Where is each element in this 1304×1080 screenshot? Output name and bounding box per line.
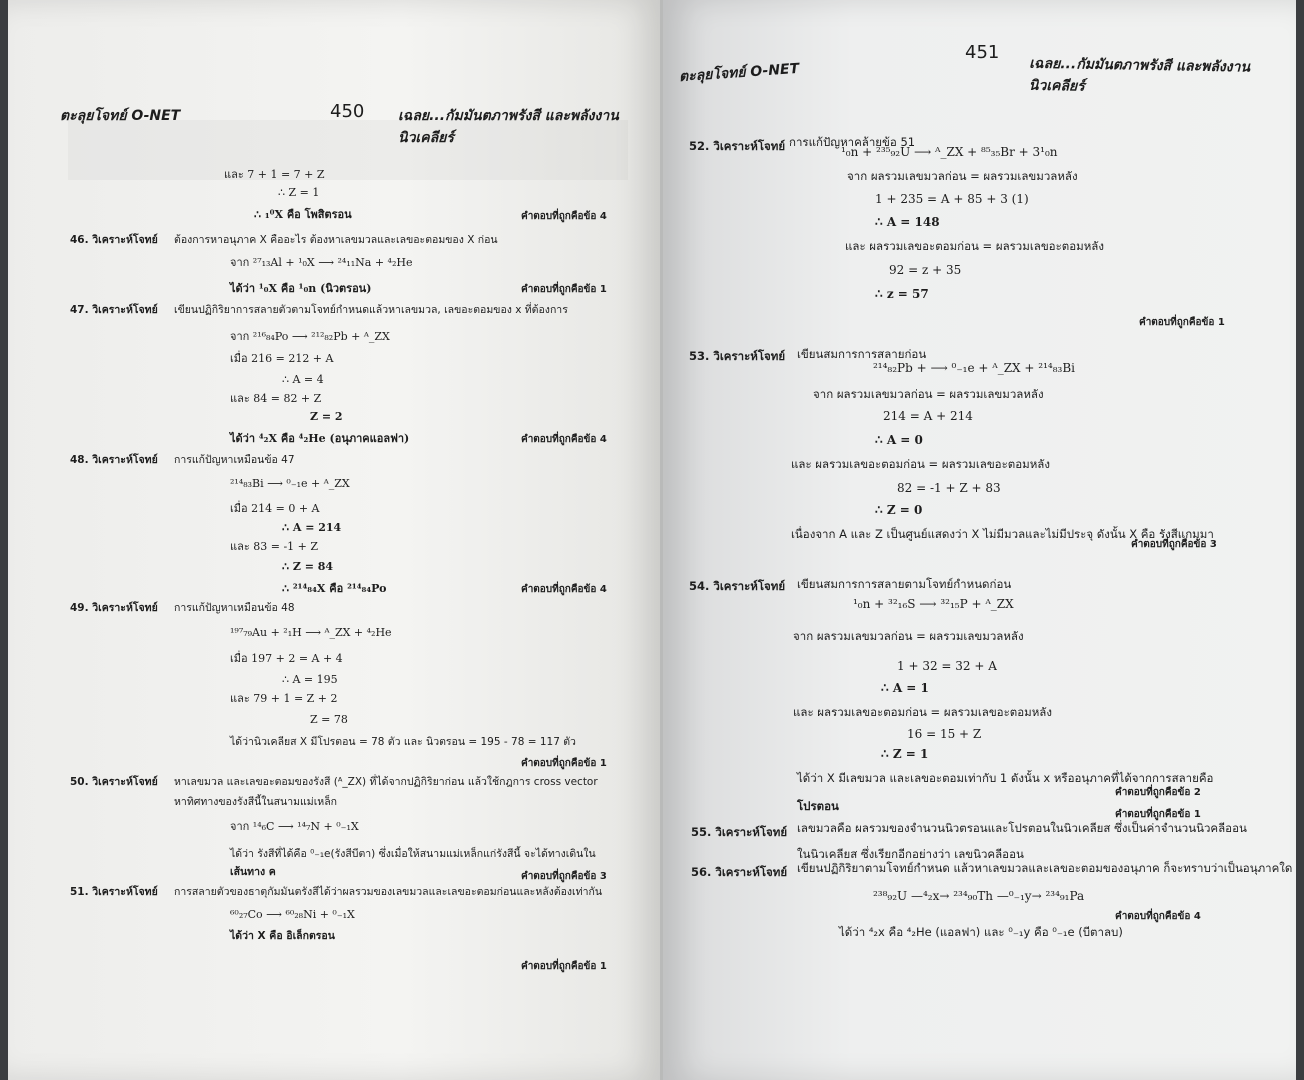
question-label: 46. วิเคราะห์โจทย์ — [70, 234, 158, 246]
answer-line: คำตอบที่ถูกคือข้อ 3 — [1131, 539, 1217, 550]
equation-line: และ 79 + 1 = Z + 2 — [230, 692, 338, 705]
answer-line: คำตอบที่ถูกคือข้อ 1 — [1115, 809, 1201, 820]
question-text: ในนิวเคลียส ซึ่งเรียกอีกอย่างว่า เลขนิวคลีออน — [797, 847, 1024, 861]
nuclear-equation: ⁶⁰₂₇Co ⟶ ⁶⁰₂₈Ni + ⁰₋₁X — [230, 908, 355, 921]
question-text: เขียนปฏิกิริยาการสลายตัวตามโจทย์กำหนดแล้วหาเลขมวล, เลขอะตอมของ x ที่ต้องการ — [174, 304, 568, 316]
equation-line: 214 = A + 214 — [883, 409, 973, 423]
answer-line: คำตอบที่ถูกคือข้อ 2 — [1115, 787, 1201, 798]
result-line: ∴ ²¹⁴₈₄X คือ ²¹⁴₈₄Po — [282, 582, 387, 595]
question-label: 52. วิเคราะห์โจทย์ — [689, 139, 786, 153]
question-text: ต้องการหาอนุภาค X คืออะไร ต้องหาเลขมวลและเลขอะตอมของ X ก่อน — [174, 234, 498, 246]
chapter-title: เฉลย...กัมมันตภาพรังสี และพลังงานนิวเคลียร์ — [398, 108, 619, 146]
result-line: ได้ว่า รังสีที่ได้คือ ⁰₋₁e(รังสีบีตา) ซึ่งเมื่อให้สนามแม่เหล็กแก่รังสีนี้ จะได้ทางเดินใน — [230, 848, 596, 860]
answer-line: คำตอบที่ถูกคือข้อ 1 — [521, 284, 607, 295]
equation-line: 1 + 235 = A + 85 + 3 (1) — [875, 192, 1029, 206]
question-label: 56. วิเคราะห์โจทย์ — [691, 865, 788, 879]
equation-line: และ 83 = -1 + Z — [230, 540, 319, 553]
question-label: 49. วิเคราะห์โจทย์ — [70, 602, 158, 614]
equation-line: เมื่อ 216 = 212 + A — [230, 352, 334, 365]
page-number: 450 — [330, 101, 365, 122]
question-text: การแก้ปัญหาเหมือนข้อ 47 — [174, 454, 295, 466]
chapter-title: เฉลย...กัมมันตภาพรังสี และพลังงานนิวเคลียร์ — [1028, 55, 1251, 95]
equation-line: เมื่อ 214 = 0 + A — [230, 502, 320, 515]
nuclear-equation: ²³⁸₉₂U —⁴₂x→ ²³⁴₉₀Th —⁰₋₁y→ ²³⁴₉₁Pa — [873, 889, 1085, 903]
question-text: การแก้ปัญหาคล้ายข้อ 51 — [789, 135, 916, 149]
nuclear-equation: ¹₀n + ²³⁵₉₂U ⟶ ᴬ_ZX + ⁸⁵₃₅Br + 3¹₀n — [841, 145, 1058, 159]
question-label: 47. วิเคราะห์โจทย์ — [70, 304, 158, 316]
nuclear-equation: ¹₀n + ³²₁₆S ⟶ ³²₁₅P + ᴬ_ZX — [853, 597, 1014, 611]
answer-line: คำตอบที่ถูกคือข้อ 4 — [521, 211, 607, 222]
answer-line: คำตอบที่ถูกคือข้อ 4 — [521, 434, 607, 445]
equation-line: ∴ A = 148 — [875, 215, 940, 229]
question-text: เขียนสมการการสลายก่อน — [797, 347, 927, 361]
equation-line: และ ผลรวมเลขอะตอมก่อน = ผลรวมเลขอะตอมหลัง — [845, 239, 1104, 253]
result-line: เนื่องจาก A และ Z เป็นศูนย์แสดงว่า X ไม่มีมวลและไม่มีประจุ ดังนั้น X คือ รังสีแกมมา — [791, 527, 1214, 541]
question-label: 51. วิเคราะห์โจทย์ — [70, 886, 158, 898]
equation-line: และ 7 + 1 = 7 + Z — [224, 168, 325, 181]
answer-line: คำตอบที่ถูกคือข้อ 1 — [521, 758, 607, 769]
question-text: หาเลขมวล และเลขอะตอมของรังสี (ᴬ_ZX) ที่ได้จากปฏิกิริยาก่อน แล้วใช้กฎการ cross vector — [174, 776, 598, 788]
nuclear-equation: จาก ¹⁴₆C ⟶ ¹⁴₇N + ⁰₋₁X — [230, 820, 359, 833]
equation-line: และ ผลรวมเลขอะตอมก่อน = ผลรวมเลขอะตอมหลัง — [793, 705, 1052, 719]
answer-line: คำตอบที่ถูกคือข้อ 1 — [521, 961, 607, 972]
equation-line: Z = 78 — [310, 713, 348, 726]
book-series-title: ตะลุยโจทย์ O-NET — [60, 108, 181, 124]
result-line: ได้ว่า X มีเลขมวล และเลขอะตอมเท่ากับ 1 ดังนั้น x หรืออนุภาคที่ได้จากการสลายคือ — [797, 771, 1214, 785]
equation-line: จาก ผลรวมเลขมวลก่อน = ผลรวมเลขมวลหลัง — [813, 387, 1044, 401]
equation-line: และ ผลรวมเลขอะตอมก่อน = ผลรวมเลขอะตอมหลัง — [791, 457, 1050, 471]
equation-line: ∴ Z = 84 — [282, 560, 334, 573]
left-page — [8, 0, 663, 1080]
answer-line: คำตอบที่ถูกคือข้อ 4 — [521, 584, 607, 595]
question-label: 48. วิเคราะห์โจทย์ — [70, 454, 158, 466]
nuclear-equation: จาก ²⁷₁₃Al + ¹₀X ⟶ ²⁴₁₁Na + ⁴₂He — [230, 256, 413, 269]
right-page — [663, 0, 1296, 1080]
book-series-title: ตะลุยโจทย์ O-NET — [678, 60, 800, 86]
result-line: โปรตอน — [797, 799, 839, 813]
question-text: เลขมวลคือ ผลรวมของจำนวนนิวตรอนและโปรตอนในนิวเคลียส ซึ่งเป็นค่าจำนวนนิวคลีออน — [797, 821, 1247, 835]
equation-line: เมื่อ 197 + 2 = A + 4 — [230, 652, 343, 665]
equation-line: ∴ A = 1 — [881, 681, 929, 695]
answer-line: คำตอบที่ถูกคือข้อ 1 — [1139, 317, 1225, 328]
nuclear-equation: จาก ²¹⁶₈₄Po ⟶ ²¹²₈₂Pb + ᴬ_ZX — [230, 330, 390, 343]
equation-line: ∴ A = 214 — [282, 521, 342, 534]
equation-line: ∴ Z = 1 — [881, 747, 929, 761]
equation-line: Z = 2 — [310, 410, 343, 423]
equation-line: 16 = 15 + Z — [907, 727, 982, 741]
answer-line: คำตอบที่ถูกคือข้อ 4 — [1115, 911, 1201, 922]
result-line: ∴ ₁⁰X คือ โพสิตรอน — [254, 208, 352, 221]
question-text: หาทิศทางของรังสีนี้ในสนามแม่เหล็ก — [174, 796, 338, 808]
question-label: 53. วิเคราะห์โจทย์ — [689, 349, 786, 363]
result-line: ได้ว่านิวเคลียส X มีโปรตอน = 78 ตัว และ นิวตรอน = 195 - 78 = 117 ตัว — [230, 736, 576, 748]
equation-line: 1 + 32 = 32 + A — [897, 659, 997, 673]
result-line: ได้ว่า ⁴₂x คือ ⁴₂He (แอลฟา) และ ⁰₋₁y คือ ⁰₋₁e (บีตาลบ) — [839, 925, 1123, 939]
nuclear-equation: ²¹⁴₈₂Pb + ⟶ ⁰₋₁e + ᴬ_ZX + ²¹⁴₈₃Bi — [873, 361, 1075, 375]
question-label: 50. วิเคราะห์โจทย์ — [70, 776, 158, 788]
nuclear-equation: ²¹⁴₈₃Bi ⟶ ⁰₋₁e + ᴬ_ZX — [230, 477, 350, 490]
equation-line: จาก ผลรวมเลขมวลก่อน = ผลรวมเลขมวลหลัง — [793, 629, 1024, 643]
answer-line: คำตอบที่ถูกคือข้อ 3 — [521, 871, 607, 882]
equation-line: 92 = z + 35 — [889, 263, 962, 277]
result-line: ได้ว่า X คือ อิเล็กตรอน — [230, 930, 335, 942]
equation-line: ∴ z = 57 — [875, 287, 929, 301]
equation-line: ∴ Z = 0 — [875, 503, 923, 517]
question-text: การแก้ปัญหาเหมือนข้อ 48 — [174, 602, 295, 614]
question-label: 55. วิเคราะห์โจทย์ — [691, 825, 788, 839]
equation-line: ∴ A = 4 — [282, 373, 324, 386]
nuclear-equation: ¹⁹⁷₇₉Au + ²₁H ⟶ ᴬ_ZX + ⁴₂He — [230, 626, 392, 639]
question-label: 54. วิเคราะห์โจทย์ — [689, 579, 786, 593]
result-line: ได้ว่า ⁴₂X คือ ⁴₂He (อนุภาคแอลฟา) — [230, 432, 410, 445]
result-line: เส้นทาง ค — [230, 866, 276, 878]
result-line: ได้ว่า ¹₀X คือ ¹₀n (นิวตรอน) — [230, 282, 372, 295]
question-text: เขียนปฏิกิริยาตามโจทย์กำหนด แล้วหาเลขมวลและเลขอะตอมของอนุภาค ก็จะทราบว่าเป็นอนุภาคใด — [797, 861, 1293, 875]
question-text: เขียนสมการการสลายตามโจทย์กำหนดก่อน — [797, 577, 1012, 591]
equation-line: ∴ A = 0 — [875, 433, 923, 447]
equation-line: จาก ผลรวมเลขมวลก่อน = ผลรวมเลขมวลหลัง — [847, 169, 1078, 183]
equation-line: ∴ Z = 1 — [278, 186, 320, 199]
equation-line: 82 = -1 + Z + 83 — [897, 481, 1001, 495]
question-text: การสลายตัวของธาตุกัมมันตรังสีได้ว่าผลรวมของเลขมวลและเลขอะตอมก่อนและหลังต้องเท่ากัน — [174, 886, 602, 898]
equation-line: และ 84 = 82 + Z — [230, 392, 322, 405]
page-number: 451 — [965, 42, 1000, 63]
equation-line: ∴ A = 195 — [282, 673, 338, 686]
